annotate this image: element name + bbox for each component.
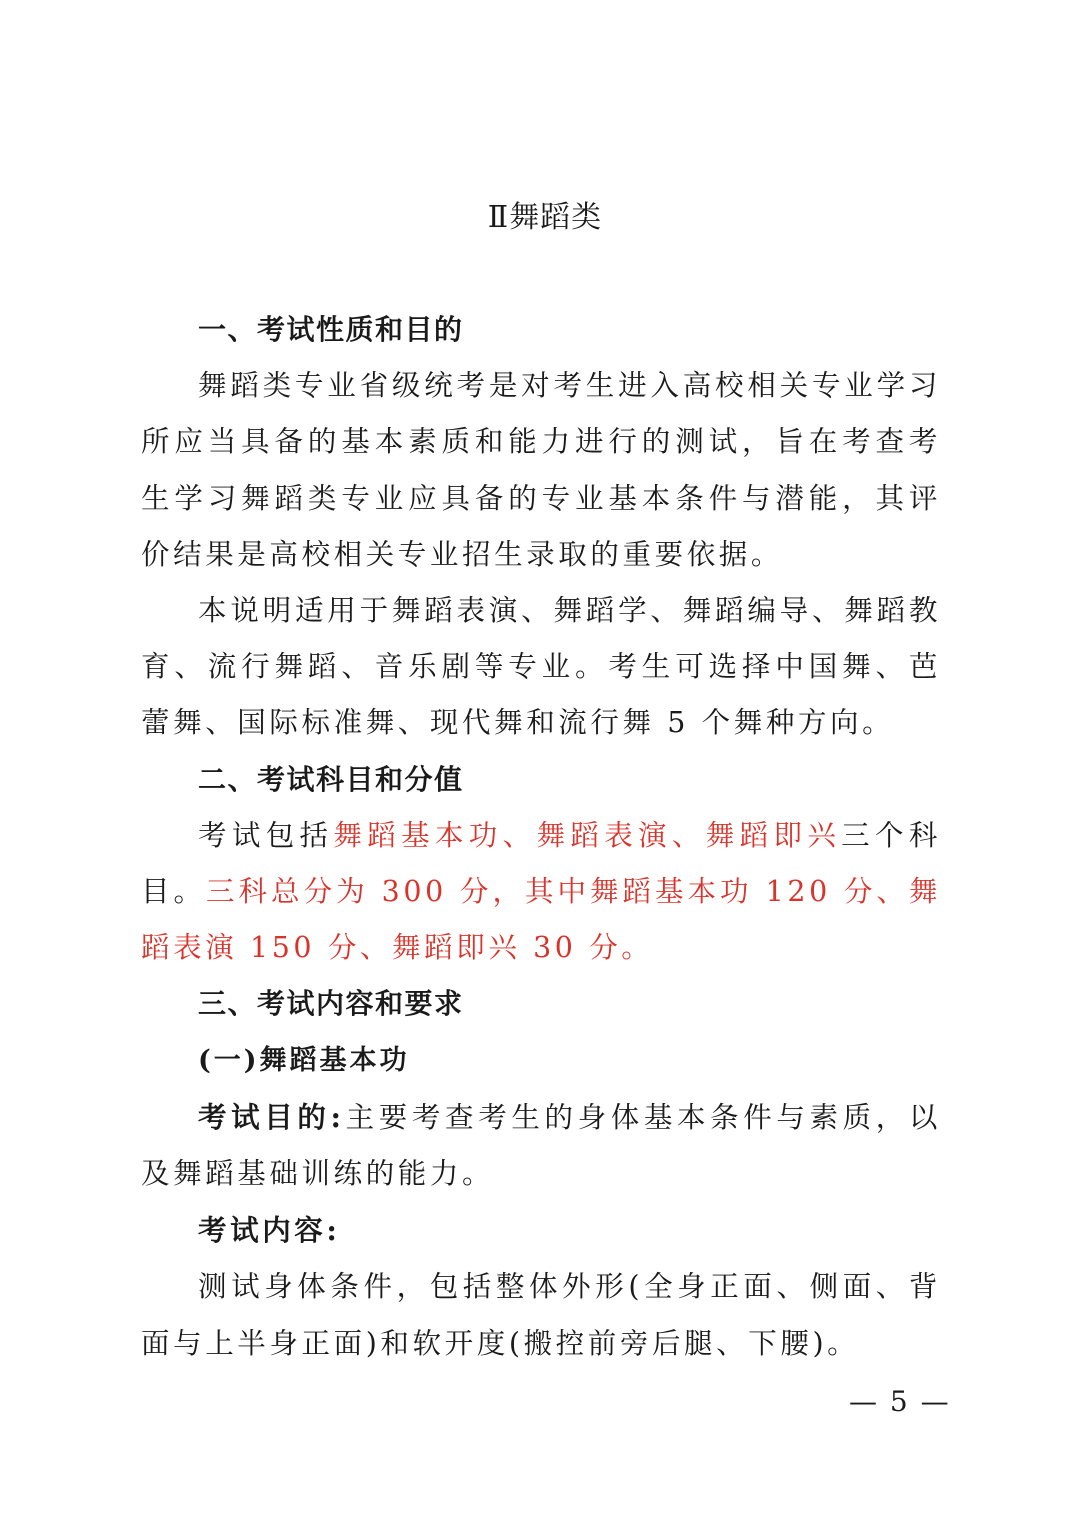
section2-prefix-text: 考试包括 (198, 818, 334, 852)
section1-paragraph-2: 本说明适用于舞蹈表演、舞蹈学、舞蹈编导、舞蹈教育、流行舞蹈、音乐剧等专业。考生可选择中国舞、芭蕾舞、国际标准舞、现代舞和流行舞 5 个舞种方向。 (141, 594, 941, 740)
section1-heading: 一、考试性质和目的 (198, 313, 464, 346)
page-title: Ⅱ舞蹈类 (487, 200, 603, 235)
exam-purpose-paragraph (141, 1089, 941, 1202)
exam-purpose-label: 考试目的: (198, 1099, 345, 1134)
exam-subjects-highlight: 舞蹈基本功、舞蹈表演、舞蹈即兴 (333, 818, 842, 852)
exam-purpose-text: 主要考查考生的身体基本条件与素质，以及舞蹈基础训练的能力。 (141, 1100, 941, 1191)
exam-content-label-paragraph (141, 1202, 941, 1259)
section2-heading: 二、考试科目和分值 (198, 762, 464, 796)
page-number: — 5 — (849, 1385, 951, 1418)
exam-scores-highlight: 三科总分为 300 分，其中舞蹈基本功 120 分、舞蹈表演 150 分、舞蹈即兴 30 分。 (141, 875, 942, 965)
section2-mid-text: 三个科目。 (141, 818, 941, 909)
section2-paragraph (141, 808, 941, 977)
exam-content-paragraph: 测试身体条件，包括整体外形(全身正面、侧面、背面与上半身正面)和软开度(搬控前旁后腿、下腰)。 (141, 1270, 941, 1360)
document-body (141, 302, 941, 1372)
section3-heading: 三、考试内容和要求 (198, 987, 464, 1021)
exam-content-label: 考试内容: (198, 1213, 341, 1248)
section1-paragraph-1: 舞蹈类专业省级统考是对考生进入高校相关专业学习所应当具备的基本素质和能力进行的测试，旨在考查考生学习舞蹈类专业应具备的专业基本条件与潜能，其评价结果是高校相关专业招生录取的重要依据。 (141, 369, 941, 571)
section3-subheading: (一)舞蹈基本功 (198, 1044, 410, 1076)
